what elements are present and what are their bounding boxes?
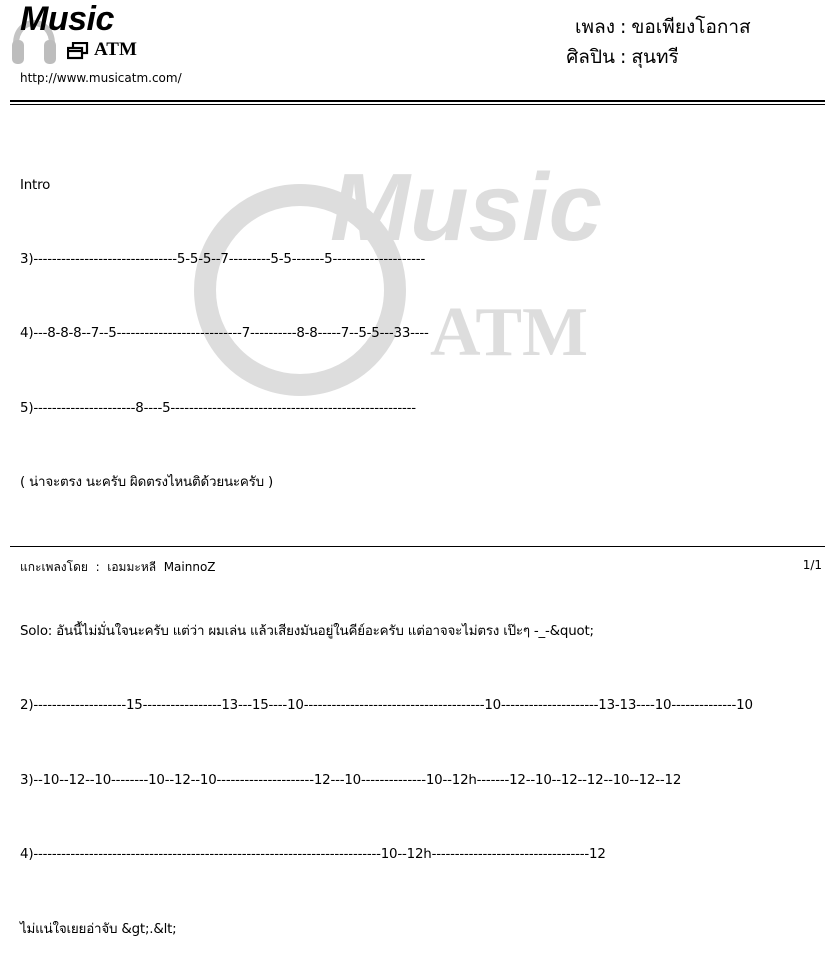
page-header	[0, 0, 834, 104]
site-logo[interactable]	[10, 0, 200, 92]
tab-line: 4)---8-8-8--7--5---------------------------7----------8-8-----7--5-5---33----	[20, 326, 429, 342]
tab-line-solo: Solo: อันนี้ไม่มั่นใจนะครับ แต่ว่า ผมเล่น แล้วเสียงมันอยู่ในคีย์อะครับ แต่อาจจะไม่ตรง เป๊ะๆ -_-&quot;	[20, 623, 594, 639]
artist-name: สุนทรี	[631, 46, 679, 68]
tab-line: 2)--------------------15-----------------13---15----10---------------------------------------10---------------------13-13----10--------------10	[20, 698, 753, 714]
artist-separator: :	[620, 46, 627, 68]
song-info	[548, 12, 751, 72]
transcriber-credit: แกะเพลงโดย : เอมมะหลี MainnoZ	[20, 560, 216, 574]
header-divider-thin	[10, 104, 825, 105]
watermark-subtitle: ATM	[430, 294, 589, 371]
logo-title: Music	[20, 0, 114, 38]
tab-note: ไม่แน่ใจเยยอ่าจับ &gt;.&lt;	[20, 921, 177, 937]
site-url[interactable]: http://www.musicatm.com/	[20, 71, 182, 85]
song-title-row	[548, 12, 751, 42]
artist-row	[548, 42, 751, 72]
artist-label: ศิลปิน	[566, 46, 615, 68]
tab-line-intro: Intro	[20, 177, 51, 193]
page-number: 1/1	[802, 558, 822, 572]
song-title: ขอเพียงโอกาส	[631, 16, 751, 38]
tab-note: ( น่าจะตรง นะครับ ผิดตรงไหนติด้วยนะครับ )	[20, 475, 274, 491]
header-divider	[10, 100, 825, 102]
tab-line: 3)-------------------------------5-5-5--7---------5-5-------5--------------------	[20, 251, 426, 267]
footer-divider	[10, 546, 825, 547]
watermark-title: Music	[330, 154, 603, 261]
song-separator: :	[620, 16, 627, 38]
tab-line: 5)----------------------8----5-----------------------------------------------------	[20, 400, 416, 416]
tab-line: 3)--10--12--10--------10--12--10---------------------12---10--------------10--12h-------12--10--12--12--10--12--12	[20, 772, 682, 788]
tab-line: 4)---------------------------------------------------------------------------10--12h----------------------------------12	[20, 847, 606, 863]
song-label: เพลง	[575, 16, 615, 38]
window-icon	[67, 42, 89, 60]
logo-subtitle: ATM	[94, 39, 137, 60]
